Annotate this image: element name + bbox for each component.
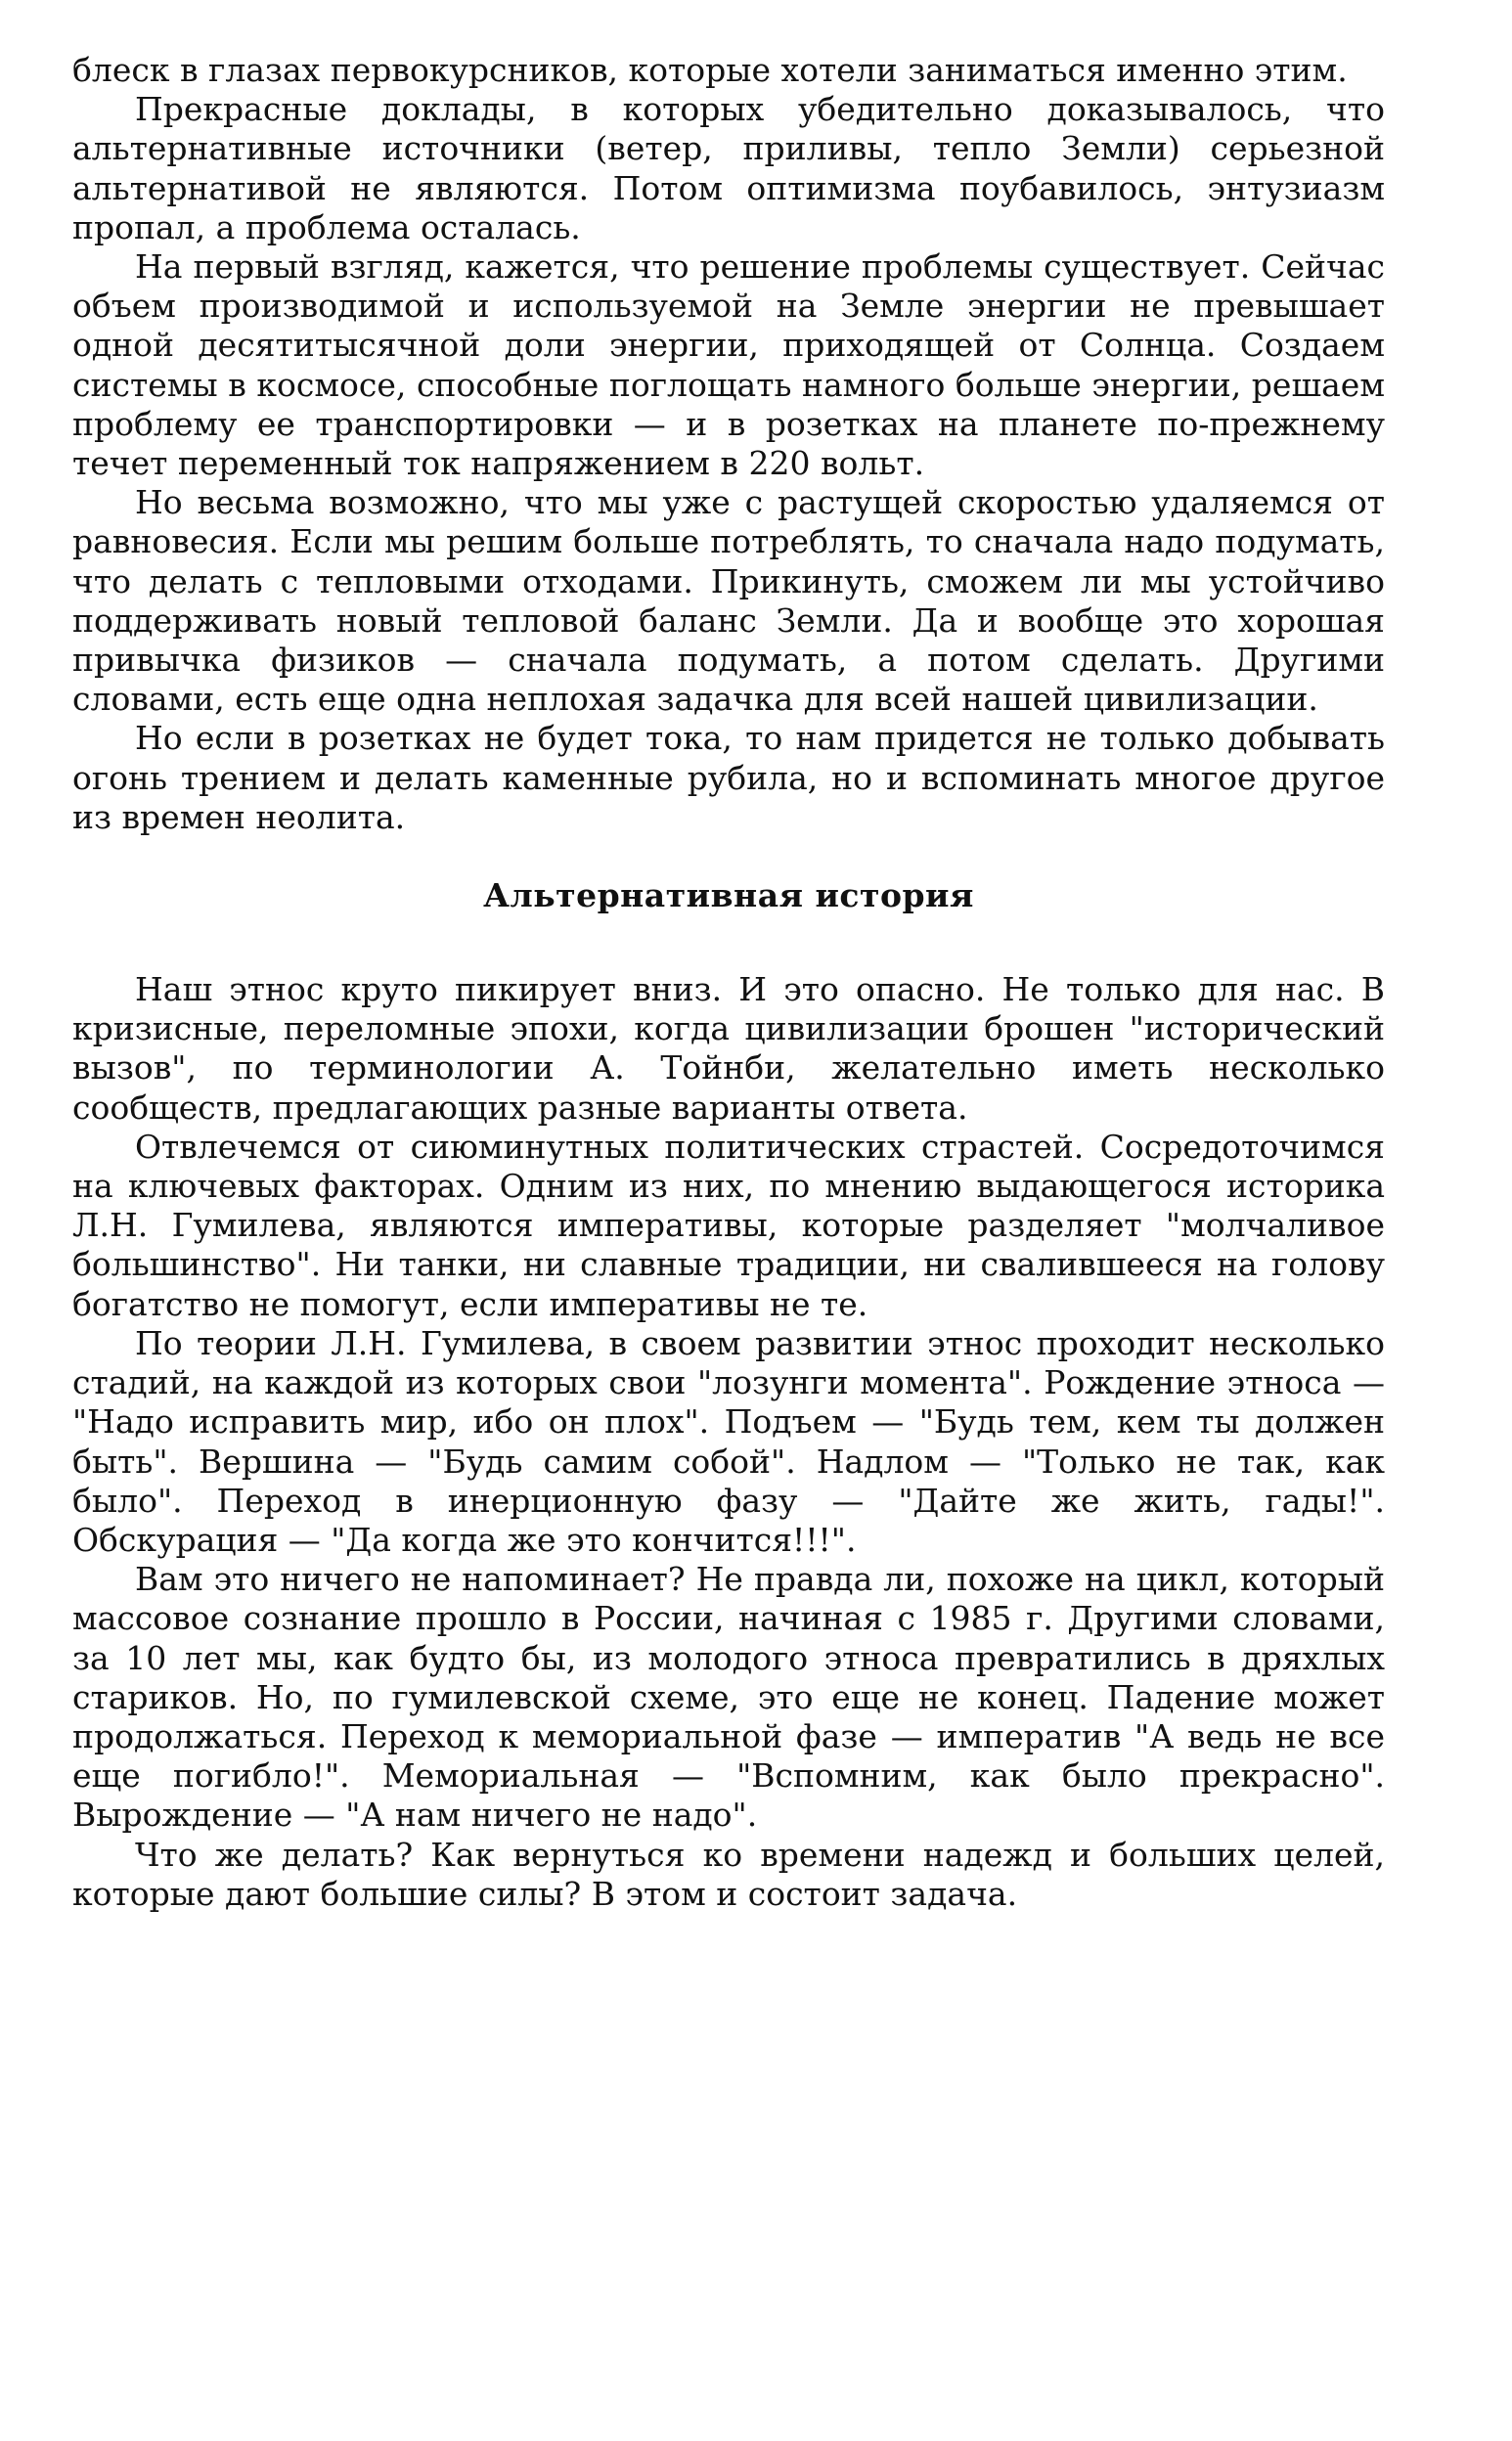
paragraph-what-to-do: Что же делать? Как вернуться ко времени надежд и больших целей, которые дают большие силы? В этом и состоит задача. bbox=[72, 1835, 1385, 1913]
paragraph-russia-cycle: Вам это ничего не напоминает? Не правда ли, похоже на цикл, который массовое сознание прошло в России, начиная с 1985 г. Другими словами, за 10 лет мы, как будто бы, из молодого этноса превратились в дряхлых стариков. Но, по гумилевской схеме, это еще не конец. Падение может продолжаться. Переход к мемориальной фазе — императив "А ведь не все еще погибло!". Мемориальная — "Вспомним, как было прекрасно". Вырождение — "А нам ничего не надо". bbox=[72, 1560, 1385, 1835]
section-heading: Альтернативная история bbox=[483, 876, 974, 915]
paragraph-alternative-sources: Прекрасные доклады, в которых убедительно доказывалось, что альтернативные источники (ветер, приливы, тепло Земли) серьезной альтернативой не являются. Потом оптимизма поубавилось, энтузиазм пропал, а проблема осталась. bbox=[72, 90, 1385, 246]
paragraph-neolithic: Но если в розетках не будет тока, то нам придется не только добывать огонь трением и делать каменные рубила, но и вспоминать многое другое из времен неолита. bbox=[72, 719, 1385, 836]
paragraph-ethnos-dive: Наш этнос круто пикирует вниз. И это опасно. Не только для нас. В кризисные, переломные эпохи, когда цивилизации брошен "исторический вызов", по терминологии А. Тойнби, желательно иметь несколько сообществ, предлагающих разные варианты ответа. bbox=[72, 970, 1385, 1127]
book-page bbox=[72, 51, 1385, 1914]
paragraph-continuation: блеск в глазах первокурсников, которые хотели заниматься именно этим. bbox=[72, 51, 1348, 89]
paragraph-thermal-balance: Но весьма возможно, что мы уже с растущей скоростью удаляемся от равновесия. Если мы решим больше потреблять, то сначала надо подумать, что делать с тепловыми отходами. Прикинуть, сможем ли мы устойчиво поддерживать новый тепловой баланс Земли. Да и вообще это хорошая привычка физиков — сначала подумать, а потом сделать. Другими словами, есть еще одна неплохая задачка для всей нашей цивилизации. bbox=[72, 483, 1385, 719]
paragraph-gumilev-stages: По теории Л.Н. Гумилева, в своем развитии этнос проходит несколько стадий, на каждой из которых свои "лозунги момента". Рождение этноса — "Надо исправить мир, ибо он плох". Подъем — "Будь тем, кем ты должен быть". Вершина — "Будь самим собой". Надлом — "Только не так, как было". Переход в инерционную фазу — "Дайте же жить, гады!". Обскурация — "Да когда же это кончится!!!". bbox=[72, 1323, 1385, 1559]
paragraph-key-factors: Отвлечемся от сиюминутных политических страстей. Сосредоточимся на ключевых факторах. Одним из них, по мнению выдающегося историка Л.Н. Гумилева, являются императивы, которые разделяет "молчаливое большинство". Ни танки, ни славные традиции, ни свалившееся на голову богатство не помогут, если императивы не те. bbox=[72, 1127, 1385, 1323]
paragraph-space-energy: На первый взгляд, кажется, что решение проблемы существует. Сейчас объем производимой и используемой на Земле энергии не превышает одной десятитысячной доли энергии, приходящей от Солнца. Создаем системы в космосе, способные поглощать намного больше энергии, решаем проблему ее транспортировки — и в розетках на планете по-прежнему течет переменный ток напряжением в 220 вольт. bbox=[72, 247, 1385, 483]
